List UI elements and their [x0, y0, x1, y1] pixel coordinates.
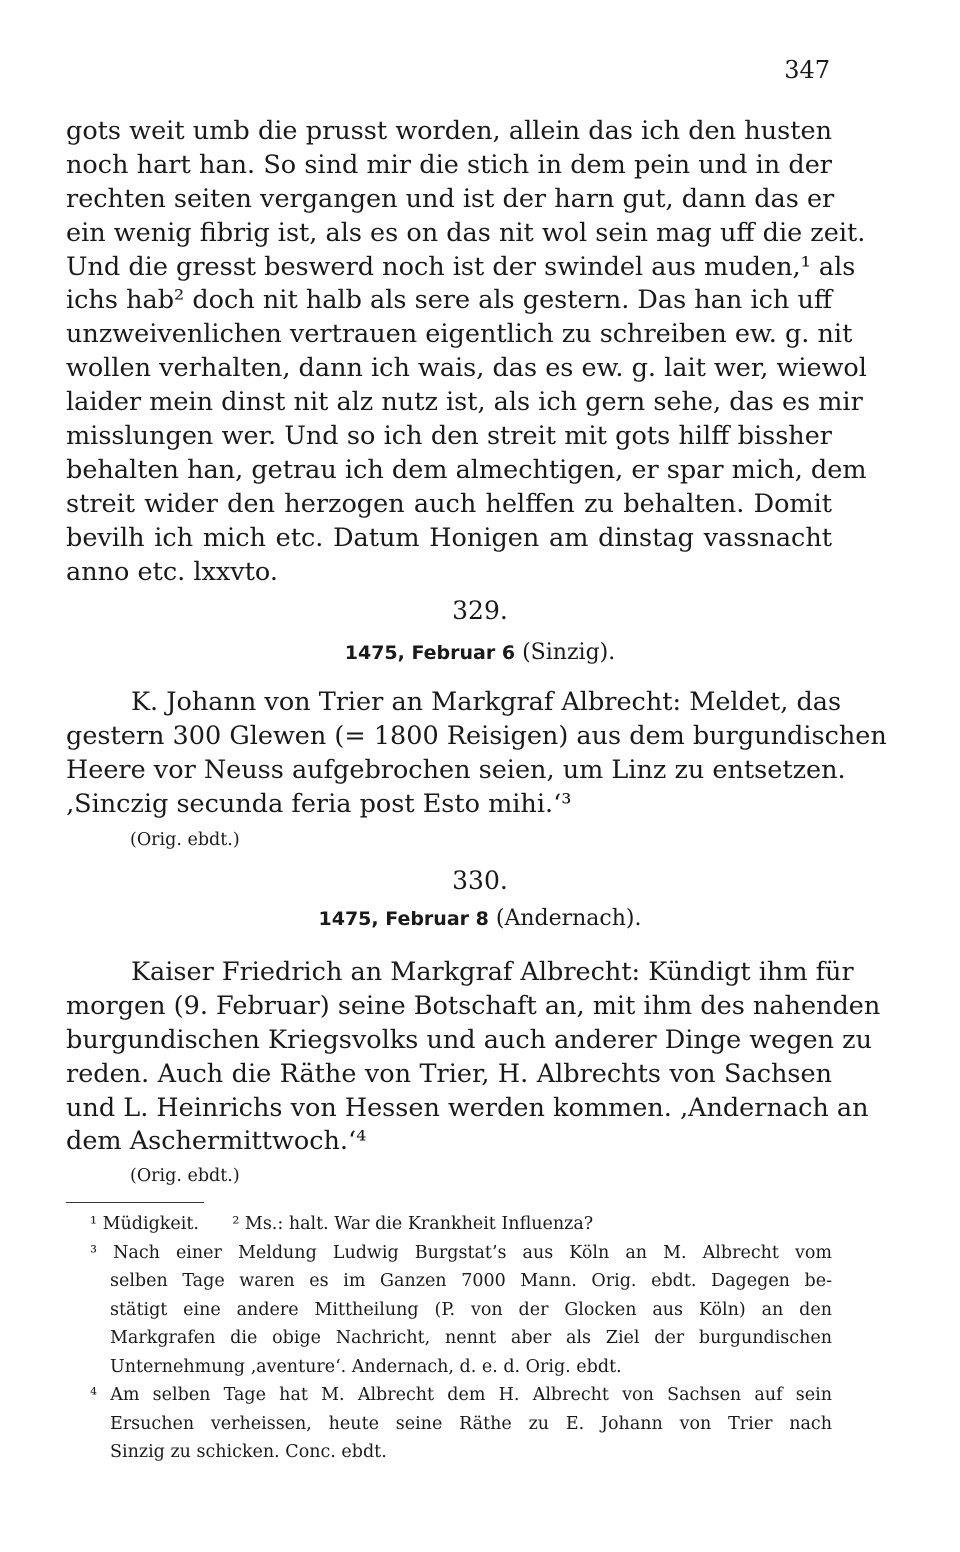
date-bold: 1475, Februar 6 [344, 642, 516, 664]
footnote-4-line: Ersuchen verheissen, heute seine Räthe zu E. Johann von Trier nach [110, 1413, 832, 1434]
footnote-3-line: Unternehmung ‚aventure‘. Andernach, d. e. d. Orig. ebdt. [110, 1356, 622, 1377]
footnotes [90, 1210, 832, 1467]
footnote-4-line: Sinzig zu schicken. Conc. ebdt. [110, 1442, 387, 1462]
text-line: anno etc. lxxvto. [66, 556, 278, 587]
text-line: misslungen wer. Und so ich den streit mit gots hilff bissher [66, 421, 832, 452]
footnote-1: ¹ Müdigkeit. [90, 1214, 199, 1234]
text-line: und L. Heinrichs von Hessen werden kommen. ‚Andernach an [66, 1092, 869, 1123]
regest-330 [66, 956, 881, 1159]
regest-329 [66, 686, 887, 822]
document-number-330: 330. [452, 866, 508, 895]
text-line: gestern 300 Glewen (= 1800 Reisigen) aus dem burgundischen [66, 720, 887, 751]
text-line: ein wenig fibrig ist, als es on das nit wol sein mag uff die zeit. [66, 217, 866, 248]
date-bold: 1475, Februar 8 [318, 908, 489, 930]
text-line: bevilh ich mich etc. Datum Honigen am dinstag vassnacht [66, 522, 832, 553]
footnote-3-line: stätigt eine andere Mittheilung (P. von der Glocken aus Köln) an den [110, 1299, 832, 1320]
text-line: Kaiser Friedrich an Markgraf Albrecht: Kündigt ihm für [131, 957, 854, 987]
text-line: K. Johann von Trier an Markgraf Albrecht: Meldet, das [131, 687, 842, 717]
page-number: 347 [784, 56, 830, 84]
source-note-329: (Orig. ebdt.) [130, 830, 240, 850]
text-line: behalten han, getrau ich dem almechtigen, er spar mich, dem [66, 454, 867, 485]
text-line: streit wider den herzogen auch helffen zu behalten. Domit [66, 488, 832, 519]
text-line: gots weit umb die prusst worden, allein das ich den husten [66, 116, 832, 146]
text-line: ichs hab² doch nit halb als sere als gestern. Das han ich uff [66, 285, 832, 316]
document-number-329: 329. [452, 596, 508, 625]
footnote-3-line: Markgrafen die obige Nachricht, nennt aber als Ziel der burgundischen [110, 1328, 832, 1348]
document-date-329 [0, 640, 960, 665]
source-note-330: (Orig. ebdt.) [130, 1166, 240, 1186]
document-date-330 [0, 906, 960, 931]
text-line: wollen verhalten, dann ich wais, das es ew. g. lait wer, wiewol [66, 353, 867, 384]
footnote-3-line: ³ Nach einer Meldung Ludwig Burgstat’s aus Köln an M. Albrecht vom [90, 1242, 832, 1263]
footnote-3-line: selben Tage waren es im Ganzen 7000 Mann. Orig. ebdt. Dagegen be- [110, 1271, 832, 1291]
text-line: unzweivenlichen vertrauen eigentlich zu schreiben ew. g. nit [66, 319, 853, 350]
text-line: Heere vor Neuss aufgebrochen seien, um Linz zu entsetzen. [66, 754, 846, 785]
text-line: noch hart han. So sind mir die stich in dem pein und in der [66, 149, 832, 180]
text-line: burgundischen Kriegsvolks und auch anderer Dinge wegen zu [66, 1024, 873, 1055]
date-place: (Sinzig). [522, 640, 616, 665]
text-line: reden. Auch die Räthe von Trier, H. Albrechts von Sachsen [66, 1058, 832, 1089]
text-line: laider mein dinst nit alz nutz ist, als ich gern sehe, das es mir [66, 387, 863, 418]
footnote-4-line: ⁴ Am selben Tage hat M. Albrecht dem H. Albrecht von Sachsen auf sein [90, 1385, 832, 1405]
text-line: Und die gresst beswerd noch ist der swindel aus muden,¹ als [66, 251, 856, 282]
text-line: dem Aschermittwoch.‘⁴ [66, 1126, 367, 1157]
footnote-divider [66, 1202, 204, 1203]
footnote-2: ² Ms.: halt. War die Krankheit Influenza? [232, 1214, 594, 1234]
date-place: (Andernach). [495, 906, 642, 931]
text-line: morgen (9. Februar) seine Botschaft an, mit ihm des nahenden [66, 990, 881, 1021]
letter-continuation [66, 115, 867, 589]
text-line: ‚Sinczig secunda feria post Esto mihi.‘³ [66, 788, 572, 819]
text-line: rechten seiten vergangen und ist der harn gut, dann das er [66, 183, 835, 214]
footnote-1-2 [90, 1210, 832, 1239]
